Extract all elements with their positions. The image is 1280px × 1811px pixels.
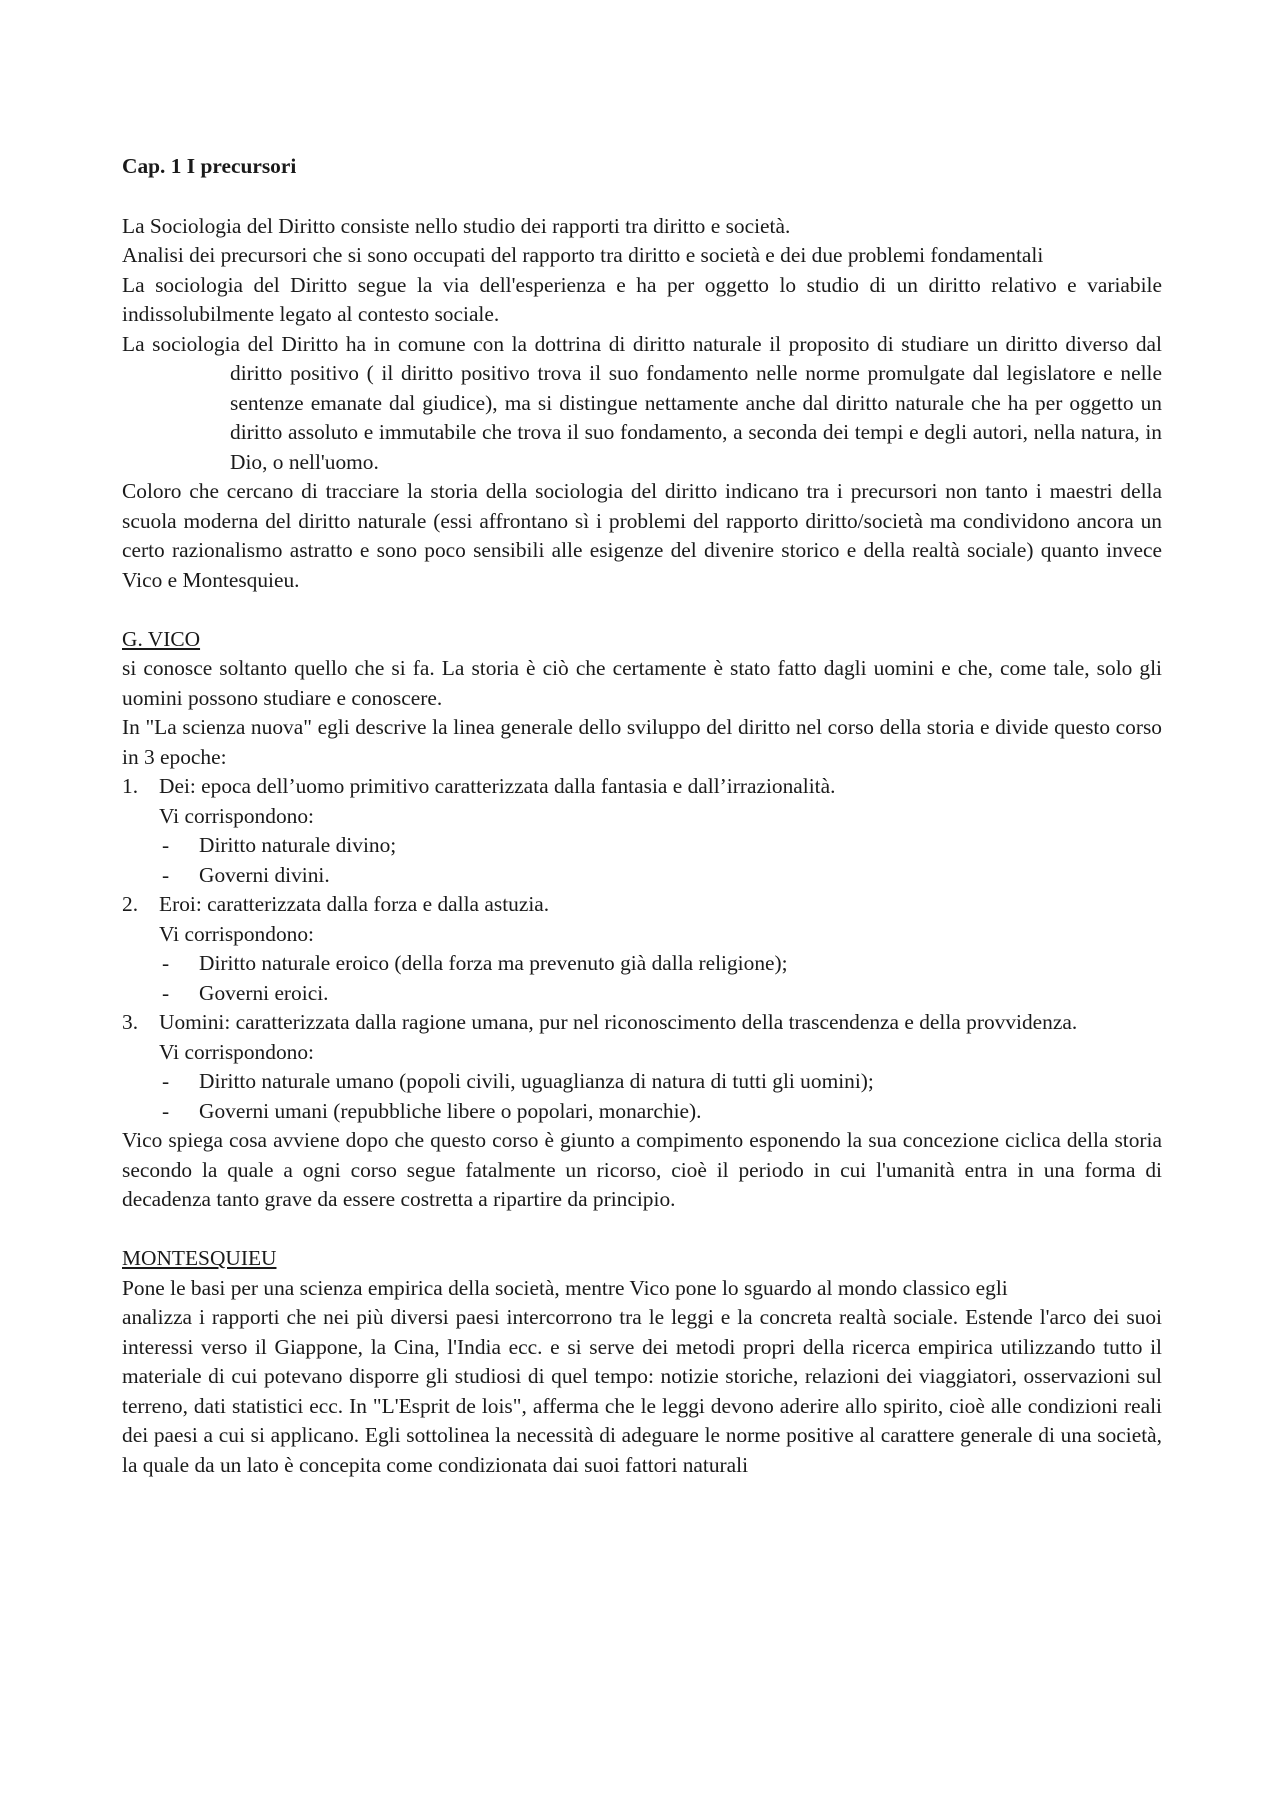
bullet-text: Diritto naturale eroico (della forza ma prevenuto già dalla religione); — [199, 951, 788, 975]
dash-marker: - — [162, 980, 170, 1005]
epoch-bullet — [122, 949, 1162, 979]
epoch-bullet — [122, 1097, 1162, 1127]
dash-marker: - — [162, 1069, 170, 1093]
section-heading-montesquieu: MONTESQUIEU — [122, 1246, 277, 1270]
epoch-bullet — [122, 979, 1162, 1009]
bullet-text: Diritto naturale umano (popoli civili, uguaglianza di natura di tutti gli uomini); — [199, 1069, 874, 1093]
list-number: 3. — [122, 1010, 139, 1034]
montesquieu-paragraph-2: analizza i rapporti che nei più diversi paesi intercorrono tra le leggi e la concreta realtà sociale. Estende l'arco dei suoi interessi verso il Giappone, la Cina, l'India ecc. e si serve dei metodi propri della ricerca empirica utilizzando tutto il materiale di cui potevano disporre gli studiosi di quel tempo: notizie storiche, relazioni dei viaggiatori, osservazioni sul terreno, dati statistici ecc. In "L'Esprit de lois", afferma che le leggi devono aderire allo spirito, cioè alle condizioni reali dei paesi a cui si applicano. Egli sottolinea la necessità di adeguare le norme positive al carattere generale di una società, la quale da un lato è concepita come condizionata dai suoi fattori naturali — [122, 1305, 1162, 1477]
vico-paragraph-3: Vico spiega cosa avviene dopo che questo corso è giunto a compimento esponendo la sua concezione ciclica della storia secondo la quale a ogni corso segue fatalmente un ricorso, cioè il periodo in cui l'umanità entra in una forma di decadenza tanto grave da essere costretta a ripartire da principio. — [122, 1128, 1162, 1211]
epoch-bullet — [122, 831, 1162, 861]
section-heading-vico: G. VICO — [122, 626, 201, 651]
vico-paragraph-2: In "La scienza nuova" egli descrive la linea generale dello sviluppo del diritto nel corso della storia e divide questo corso in 3 epoche: — [122, 715, 1162, 769]
epoch-text: Uomini: caratterizzata dalla ragione umana, pur nel riconoscimento della trascendenza e della provvidenza. — [159, 1010, 1078, 1034]
chapter-title: Cap. 1 I precursori — [122, 154, 297, 178]
epoch-text: Dei: epoca dell’uomo primitivo caratterizzata dalla fantasia e dall’irrazionalità. — [159, 774, 836, 798]
dash-marker: - — [162, 1098, 170, 1123]
epoch-bullet — [122, 1067, 1162, 1097]
bullet-text: Governi divini. — [199, 862, 330, 887]
epoch-list-item — [122, 890, 1162, 920]
bullet-text: Governi eroici. — [199, 980, 329, 1005]
intro-paragraph-3: La sociologia del Diritto segue la via dell'esperienza e ha per oggetto lo studio di un diritto relativo e variabile indissolubilmente legato al contesto sociale. — [122, 272, 1162, 326]
bullet-text: Governi umani (repubbliche libere o popolari, monarchie). — [199, 1098, 702, 1123]
epoch-sub-label: Vi corrispondono: — [159, 803, 314, 828]
list-number: 1. — [122, 774, 139, 798]
montesquieu-paragraph-1: Pone le basi per una scienza empirica della società, mentre Vico pone lo sguardo al mondo classico egli — [122, 1275, 1008, 1300]
epoch-bullet — [122, 861, 1162, 891]
dash-marker: - — [162, 862, 170, 887]
intro-paragraph-5: Coloro che cercano di tracciare la storia della sociologia del diritto indicano tra i precursori non tanto i maestri della scuola moderna del diritto naturale (essi affrontano sì i problemi del rapporto diritto/società ma condividono ancora un certo razionalismo astratto e sono poco sensibili alle esigenze del divenire storico e della realtà sociale) quanto invece Vico e Montesquieu. — [122, 479, 1162, 592]
spacer — [122, 595, 1162, 625]
intro-paragraph-1: La Sociologia del Diritto consiste nello studio dei rapporti tra diritto e società. — [122, 213, 791, 238]
list-number: 2. — [122, 892, 139, 916]
epoch-list-item — [122, 1008, 1162, 1038]
bullet-text: Diritto naturale divino; — [199, 833, 397, 857]
epoch-text: Eroi: caratterizzata dalla forza e dalla astuzia. — [159, 892, 550, 916]
document-page — [122, 152, 1162, 1480]
epoch-list-item — [122, 772, 1162, 802]
vico-paragraph-1: si conosce soltanto quello che si fa. La storia è ciò che certamente è stato fatto dagli uomini e che, come tale, solo gli uomini possono studiare e conoscere. — [122, 656, 1162, 710]
epoch-sub-label: Vi corrispondono: — [159, 1039, 314, 1064]
intro-paragraph-4: La sociologia del Diritto ha in comune con la dottrina di diritto naturale il proposito di studiare un diritto diverso dal diritto positivo ( il diritto positivo trova il suo fondamento nelle norme promulgate dal legislatore e nelle sentenze emanate dal giudice), ma si distingue nettamente anche dal diritto naturale che ha per oggetto un diritto assoluto e immutabile che trova il suo fondamento, a seconda dei tempi e degli autori, nella natura, in Dio, o nell'uomo. — [122, 331, 1162, 474]
dash-marker: - — [162, 951, 170, 975]
spacer — [122, 1215, 1162, 1245]
epoch-sub-label: Vi corrispondono: — [159, 921, 314, 946]
intro-paragraph-2: Analisi dei precursori che si sono occupati del rapporto tra diritto e società e dei due problemi fondamentali — [122, 243, 1044, 267]
dash-marker: - — [162, 833, 170, 857]
